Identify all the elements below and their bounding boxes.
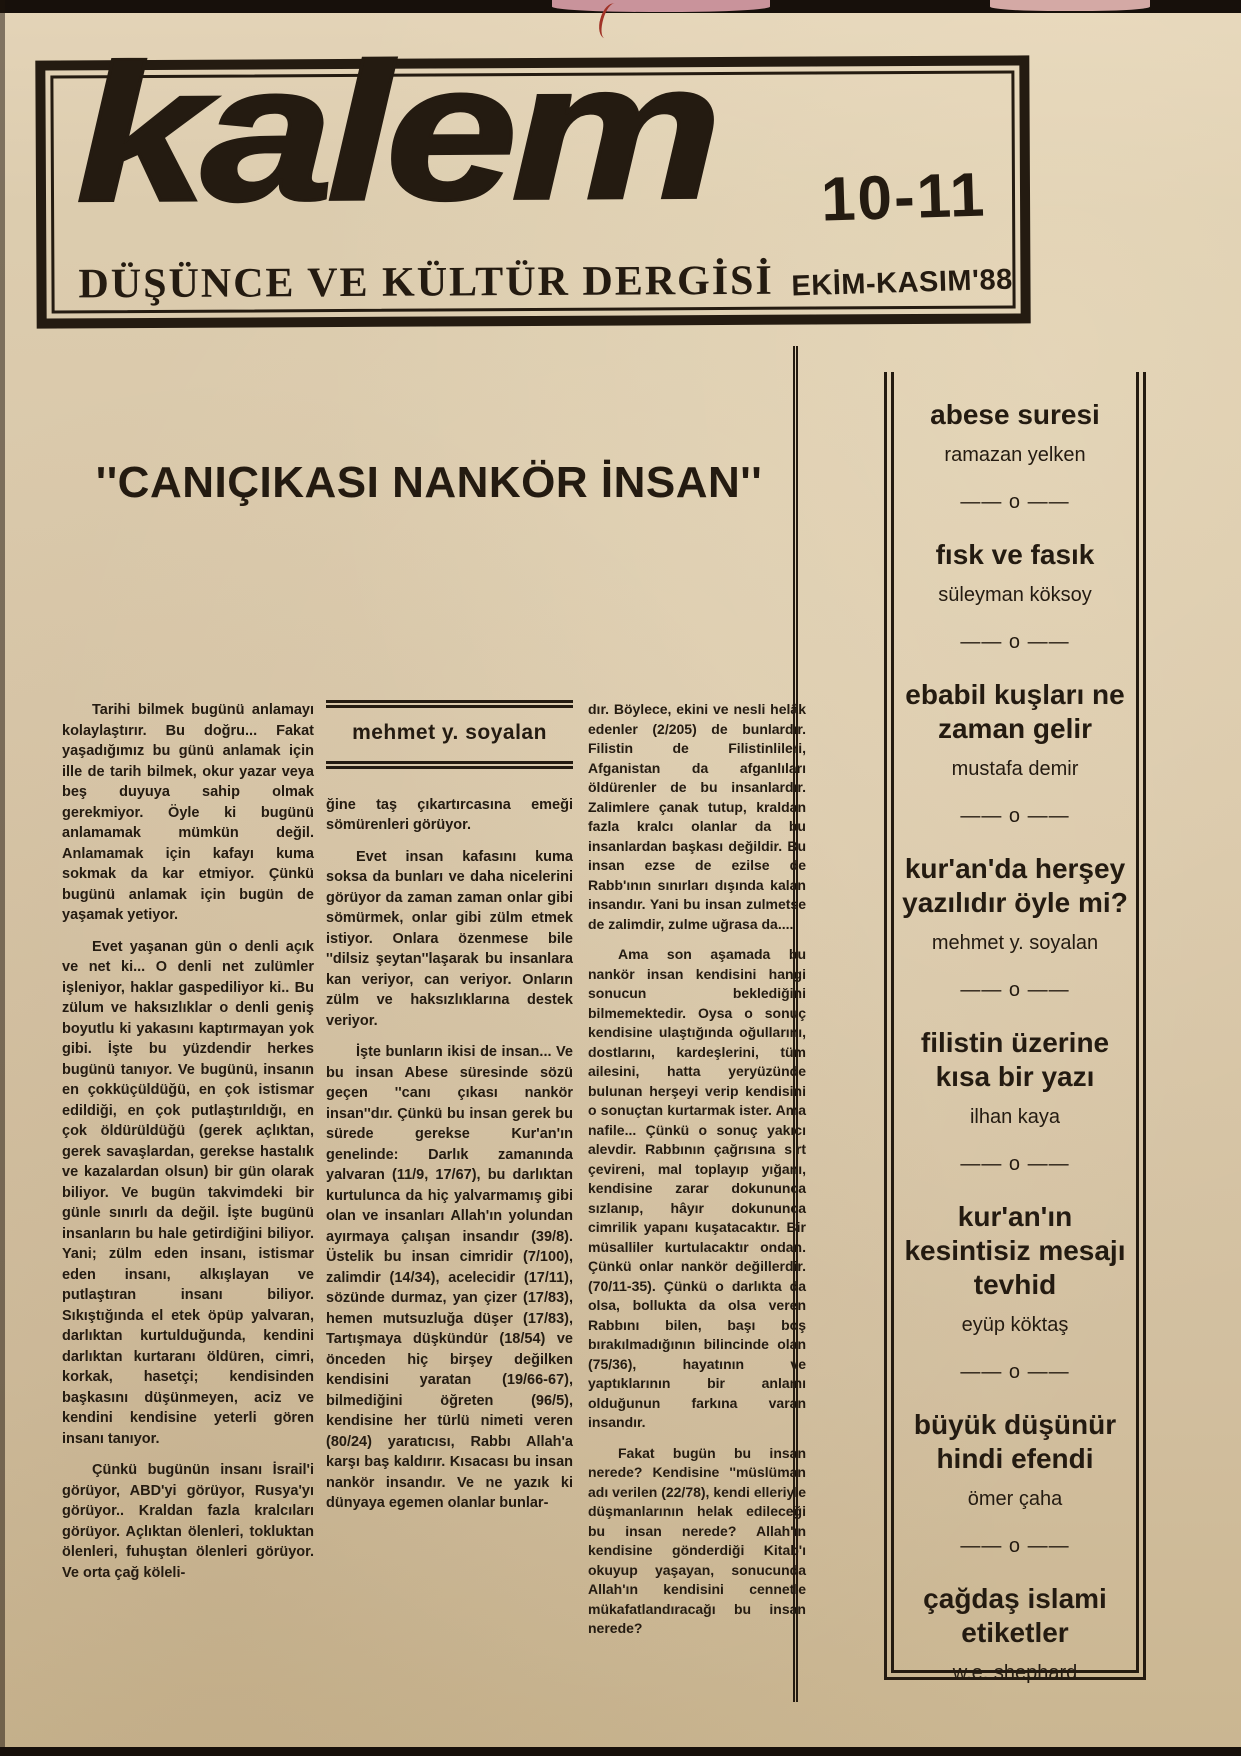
- body-paragraph: Evet yaşanan gün o denli açık ve net ki... O denli net zulümler işleniyor, haklar gaspediliyor ki.. Bu zülum ve haksızlıklar o denli geniş boyutlu ki yakasını kaptırmayan yok gibi. İşte bu yüzdendir herkes bugünü tanıyor. Ve bugünü, insanın en çokküçüldüğü, en çok istismar edildiği, en çok putlaştırıldığı, en çok öldürüldüğü (gerek açlıktan, gerek savaşlardan, gerekse hastalık ve kazalardan olsun) bir gün olarak biliyor. Ve bugün takvimdeki bir günle sınırlı da değil. İşte bugünü insanların bu hale getirdiğini biliyor. Yani; zülm eden insanı, istismar eden insanı, alkışlayan ve putlaştıran insanı biliyor. Sıkıştığında el etek öpüp yalvaran, darlıktan kurtulduğunda, kendini darlıktan kurtaranı öldüren, cimri, korkak, hasetçi; kendisinden başkasını düşünmeyen, aciz ve kendini kendisine yeterli gören insanı tanıyor.: [62, 938, 314, 1447]
- contents-divider: —— o ——: [960, 491, 1070, 513]
- contents-divider: —— o ——: [960, 1535, 1070, 1557]
- contents-item-author: ömer çaha: [967, 1488, 1063, 1510]
- contents-divider: —— o ——: [960, 805, 1070, 827]
- body-paragraph: Fakat bugün bu insan nerede? Kendisine ''müslüman adı verilen (22/78), kendi elleriyle düşmanlarının helak edileceği bu insan nerede? Allah'ın kendisine gönderdiği Kitab'ı okuyup yaşayan, sonucunda Allah'ın kendisini cennetle mükafatlandıracağı bu insan nerede?: [588, 1444, 806, 1636]
- body-paragraph: ğine taş çıkartırcasına emeği sömürenleri görüyor.: [326, 796, 573, 833]
- contents-item-title: çağdaş islami etiketler: [923, 1583, 1107, 1648]
- contents-divider: —— o ——: [960, 979, 1070, 1001]
- byline-author: mehmet y. soyalan: [352, 721, 547, 744]
- issue-date: EKİM-KASIM'88: [790, 263, 1013, 303]
- contents-item-author: mustafa demir: [951, 758, 1079, 780]
- contents-item-title: kur'an'da herşey yazılıdır öyle mi?: [902, 853, 1128, 918]
- contents-item-title: filistin üzerine kısa bir yazı: [920, 1027, 1110, 1092]
- body-paragraph: dır. Böylece, ekini ve nesli helâk edenler (2/205) de bunlardır. Filistin de Filistinlileri, Afganistan da afganlıları öldürenler de bu insanlardır. Zalimlere çanak tutup, kraldan fazla kralcı olanlar da bu insanlardan başkası değildir. Bu insan ezse de ezilse de Rabb'ının sınırları dışında kalan insandır. Yani bu insan zulmetse de zalimdir, zulme uğrasa da....: [588, 701, 806, 932]
- contents-box: [884, 372, 1146, 1684]
- contents-divider: —— o ——: [960, 1361, 1070, 1383]
- body-paragraph: İşte bunların ikisi de insan... Ve bu insan Abese süresinde sözü geçen ''canı çıkası nankör insan''dır. Çünkü bu insan gerek bu sürede gerekse Kur'an'ın genelinde: Darlık zamanında yalvaran (11/9, 17/67), bu darlıktan kurtulunca da hiç yalvarmamış gibi olan ve insanları Allah'ın yolundan ayırmaya çalışan insandır (39/8). Üstelik bu insan cimridir (7/100), zalimdir (14/34), acelecidir (17/11), sözünde durmaz, yan çizer (17/83), hemen mutsuzluğa düşer (17/83), Tartışmaya düşkündür (18/54) ve önceden hiç birşey değilken kendisini yaratan (19/66-67), bilmediğini öğreten (96/5), kendisine her türlü nimeti veren (80/24) yaratıcısı, Rabbı Allah'a karşı baş kaldırır. Kısacası bu insan nankör insandır. Ve ne yazık ki dünyaya egemen olanlar bunlar-: [326, 1044, 573, 1511]
- contents-item-author: ramazan yelken: [944, 444, 1086, 466]
- magazine-title: kalem: [75, 21, 716, 243]
- contents-item-author: mehmet y. soyalan: [931, 932, 1099, 954]
- article-column-2: [326, 700, 573, 1525]
- contents-item-title: abese suresi: [930, 399, 1100, 430]
- contents-item-title: kur'an'ın kesintisiz mesajı tevhid: [904, 1201, 1126, 1300]
- article-column-3: [588, 700, 806, 1650]
- scan-edge-left: [0, 0, 5, 1756]
- masthead-box: [35, 21, 1030, 328]
- contents-item-title: büyük düşünür hindi efendi: [913, 1409, 1117, 1474]
- contents-item-title: ebabil kuşları ne zaman gelir: [905, 679, 1125, 744]
- article-column-2-text: [326, 795, 573, 1514]
- contents-item-title: fısk ve fasık: [935, 539, 1095, 570]
- issue-number: 10-11: [819, 160, 988, 235]
- scan-artifact-blob: [552, 0, 770, 12]
- contents-item-author: w.e. shephard: [952, 1662, 1078, 1684]
- contents-divider: —— o ——: [960, 631, 1070, 653]
- body-paragraph: Çünkü bugünün insanı İsrail'i görüyor, ABD'yi görüyor, Rusya'yı görüyor.. Kraldan fazla kralcıları görüyor. Açlıktan ölenleri, tokluktan ölenleri, fuhuştan ölenleri görüyor. Ve orta çağ köleli-: [62, 1462, 314, 1581]
- body-paragraph: Evet insan kafasını kuma soksa da bunları ve daha nicelerini görüyor da zaman zaman onlar gibi sömürmek, onlar gibi zülm etmek istiyor. Onlara özenmese bile ''dilsiz şeytan''laşarak bu insanlara kan veriyor, can veriyor. Onların zülm ve haksızlıklarına destek veriyor.: [326, 848, 573, 1029]
- article-headline: ''CANIÇIKASI NANKÖR İNSAN'': [95, 458, 763, 507]
- article-column-1: [62, 700, 314, 1594]
- contents-item-author: eyüp köktaş: [961, 1314, 1069, 1336]
- body-paragraph: Ama son aşamada bu nankör insan kendisini hangi sonucun beklediğini bilmemektedir. Oysa o sonuç kendisine ulaştığında oğullarını, dostlarını, kardeşlerini, tüm ailesini, hatta yeryüzünde bulunan herşeyi verip kendisini o sonuçtan kurtarmak ister. Ama nafile... Çünkü o sonuç yakıcı alevdir. Rabbının çağrısına sırt çevireni, mal toplayıp yığanı, kendisine zarar dokununca sızlanıp, hâyır dokununca cimrilik yapanı kuşatacaktır. Bir müsalliler kurtulacaktır ondan. Çünkü onlar nankör değillerdir. (70/11-35). Çünkü o darlıkta da olsa, bollukta da olsa veren Rabbını bilen, başı boş bırakılmadığının bilincinde olan (75/36), hayatının ve yaptıklarının bir anlamı olduğunun farkına varan insandır.: [588, 946, 806, 1430]
- body-paragraph: Tarihi bilmek bugünü anlamayı kolaylaştırır. Bu doğru... Fakat yaşadığımız bu günü anlamak için ille de tarih bilmek, okur yazar veya beş duyuya sahip olmak gerekmiyor. Öyle ki bugünü anlamamak mümkün değil. Anlamamak için kafayı kuma sokmak da kar etmiyor. Çünkü bugünü anlamak için bugün de yaşamak yetiyor.: [62, 702, 314, 923]
- magazine-subtitle: DÜŞÜNCE VE KÜLTÜR DERGİSİ: [78, 257, 774, 308]
- contents-item-author: ilhan kaya: [969, 1106, 1061, 1128]
- scan-edge-bottom: [0, 1747, 1241, 1756]
- byline-box: [326, 700, 573, 769]
- contents-divider: —— o ——: [960, 1153, 1070, 1175]
- contents-item-author: süleyman köksoy: [938, 584, 1092, 606]
- contents-list: [900, 398, 1130, 1685]
- scan-artifact-blob: [990, 0, 1150, 11]
